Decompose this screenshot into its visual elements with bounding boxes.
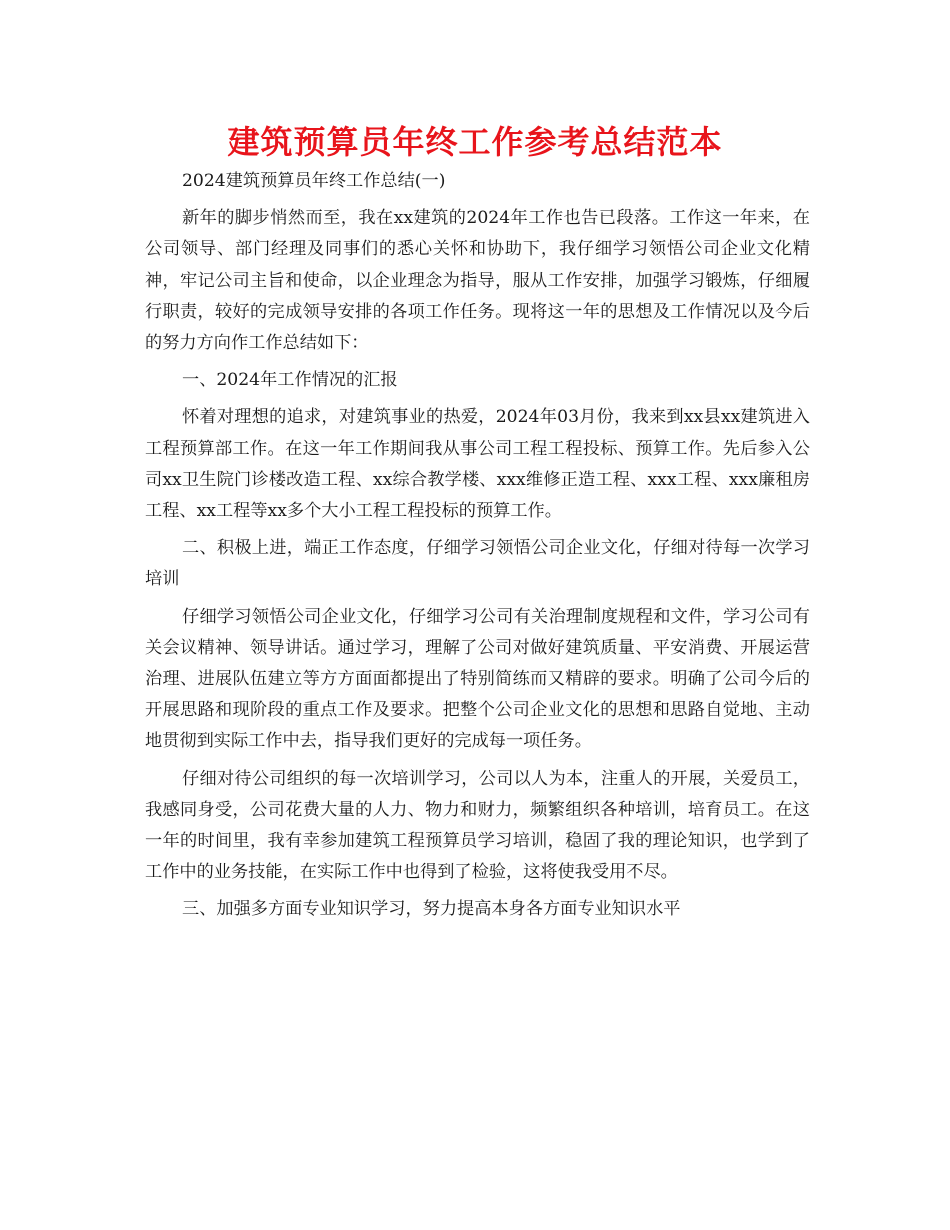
section-heading: 2024建筑预算员年终工作总结(一)	[182, 171, 446, 191]
paragraph: 仔细学习领悟公司企业文化，仔细学习公司有关治理制度规程和文件，学习公司有关会议精神、领导讲话。通过学习，理解了公司对做好建筑质量、平安消费、开展运营治理、进展队伍建立等方方面面都提出了特别简练而又精辟的要求。明确了公司今后的开展思路和现阶段的重点工作及要求。把整个公司企业文化的思想和思路自觉地、主动地贯彻到实际工作中去，指导我们更好的完成每一项任务。	[145, 606, 810, 752]
paragraph: 怀着对理想的追求，对建筑事业的热爱，2024年03月份，我来到xx县xx建筑进入工程预算部工作。在这一年工作期间我从事公司工程工程投标、预算工作。先后参入公司xx卫生院门诊楼改造工程、xx综合教学楼、xxx维修正造工程、xxx工程、xxx廉租房工程、xx工程等xx多个大小工程工程投标的预算工作。	[145, 407, 810, 522]
section-heading: 一、2024年工作情况的汇报	[182, 370, 398, 391]
section-heading: 三、加强多方面专业知识学习，努力提高本身各方面专业知识水平	[182, 899, 681, 920]
paragraph: 仔细对待公司组织的每一次培训学习，公司以人为本，注重人的开展，关爱员工，我感同身受，公司花费大量的人力、物力和财力，频繁组织各种培训，培育员工。在这一年的时间里，我有幸参加建筑工程预算员学习培训，稳固了我的理论知识，也学到了工作中的业务技能，在实际工作中也得到了检验，这将使我受用不尽。	[145, 768, 810, 883]
paragraph: 新年的脚步悄然而至，我在xx建筑的2024年工作也告已段落。工作这一年来，在公司领导、部门经理及同事们的悉心关怀和协助下，我仔细学习领悟公司企业文化精神，牢记公司主旨和使命，以企业理念为指导，服从工作安排，加强学习锻炼，仔细履行职责，较好的完成领导安排的各项工作任务。现将这一年的思想及工作情况以及今后的努力方向作工作总结如下：	[145, 208, 810, 354]
section-heading: 二、积极上进，端正工作态度，仔细学习领悟公司企业文化，仔细对待每一次学习培训	[145, 538, 810, 590]
document-body	[145, 166, 810, 926]
document-title: 建筑预算员年终工作参考总结范本	[227, 123, 723, 161]
